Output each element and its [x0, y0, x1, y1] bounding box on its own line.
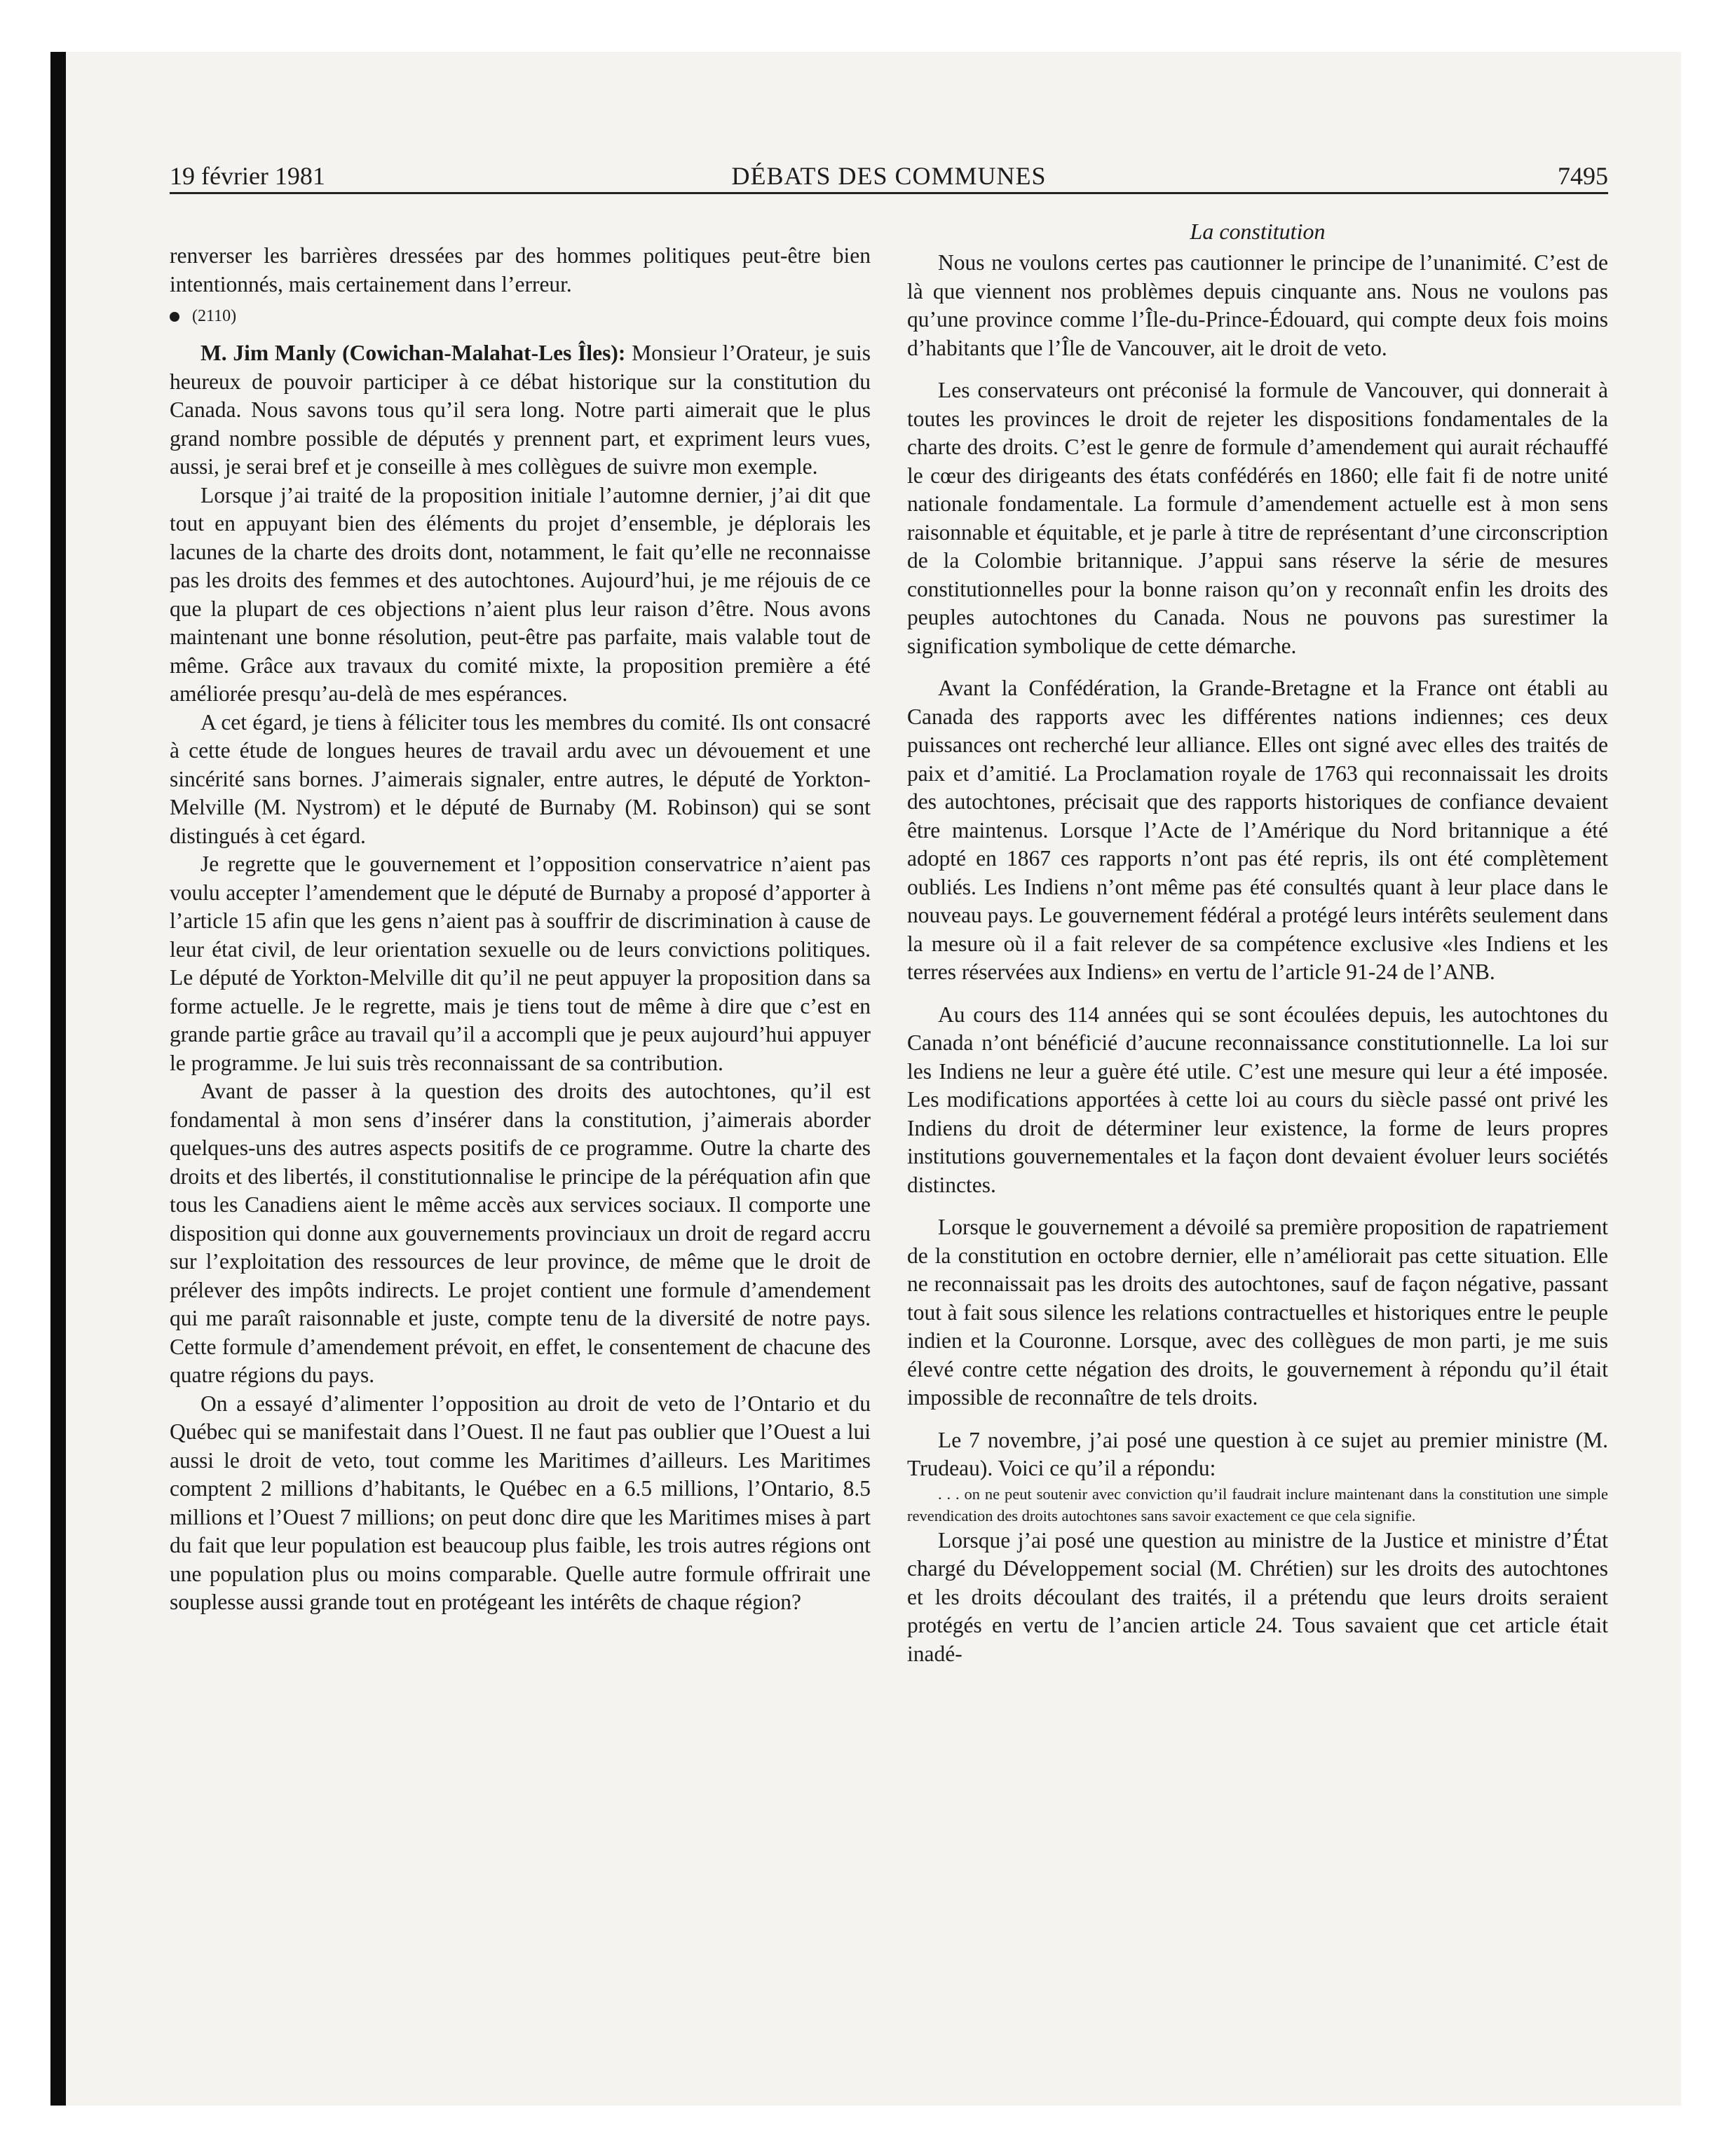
- paragraph: Avant la Confédération, la Grande-Bretagne et la France ont établi au Canada des rapports avec les différentes nations indiennes; ces deux puissances ont recherché leur alliance. Elles ont signé avec elles des traités de paix et d’amitié. La Proclamation royale de 1763 qui reconnaissait les droits des autochtones, précisait que des rapports historiques de confiance devaient être maintenus. Lorsque l’Acte de l’Amérique du Nord britannique a été adopté en 1867 ces rapports n’ont pas été repris, ils ont été complètement oubliés. Les Indiens n’ont même pas été consultés quant à leur place dans le nouveau pays. Le gouvernement fédéral a protégé leurs intérêts seulement dans la mesure où il a fait relever de sa compétence exclusive «les Indiens et les terres réservées aux Indiens» en vertu de l’article 91-24 de l’ANB.: [907, 676, 1608, 984]
- block-quote: . . . on ne peut soutenir avec conviction qu’il faudrait inclure maintenant dans la constitution une simple revendication des droits autochtones sans savoir exactement ce que cela signifie.: [907, 1485, 1608, 1524]
- time-marker: [170, 306, 871, 327]
- paragraph: Lorsque le gouvernement a dévoilé sa première proposition de rapatriement de la constitution en octobre dernier, elle n’améliorait pas cette situation. Elle ne reconnaissait pas les droits des autochtones, sauf de façon négative, passant tout à fait sous silence les relations contractuelles et historiques entre le peuple indien et la Couronne. Lorsque, avec des collègues de mon parti, je me suis élevé contre cette négation des droits, le gouvernement à répondu qu’il était impossible de reconnaître de tels droits.: [907, 1215, 1608, 1410]
- paragraph: Je regrette que le gouvernement et l’opposition conservatrice n’aient pas voulu accepter l’amendement que le député de Burnaby a proposé d’apporter à l’article 15 afin que les gens n’aient pas à souffrir de discrimination à cause de leur état civil, de leur orientation sexuelle ou de leurs convictions politiques. Le député de Yorkton-Melville dit qu’il ne peut appuyer la proposition dans sa forme actuelle. Je le regrette, mais je tiens tout de même à dire que c’est en grande partie grâce au travail qu’il a accompli que je peux aujourd’hui appuyer le programme. Je lui suis très reconnaissant de sa contribution.: [170, 852, 871, 1075]
- paragraph: Lorsque j’ai posé une question au ministre de la Justice et ministre d’État chargé du Développement social (M. Chrétien) sur les droits des autochtones et les droits découlant des traités, il a prétendu que leurs droits seraient protégés en vertu de l’ancien article 24. Tous savaient que cet article était inadé-: [907, 1527, 1608, 1666]
- paragraph: Le 7 novembre, j’ai posé une question à ce sujet au premier ministre (M. Trudeau). Voici ce qu’il a répondu:: [907, 1427, 1608, 1480]
- page-number: 7495: [1558, 162, 1608, 190]
- paragraph: Les conservateurs ont préconisé la formule de Vancouver, qui donnerait à toutes les provinces le droit de rejeter les dispositions fondamentales de la charte des droits. C’est le genre de formule d’amendement qui aurait réchauffé le cœur des dirigeants des états confédérés en 1860; elle fait fi de notre unité nationale fondamentale. La formule d’amendement actuelle est à mon sens raisonnable et équitable, et je parle à titre de représentant d’une circonscription de la Colombie britannique. J’appui sans réserve la série de mesures constitutionnelles pour la bonne raison qu’on y reconnaît enfin les droits des peuples autochtones du Canada. Nous ne pouvons pas surestimer la signification symbolique de cette démarche.: [907, 378, 1608, 658]
- paragraph: Avant de passer à la question des droits des autochtones, qu’il est fondamental à mon sens d’insérer dans la constitution, j’aimerais aborder quelques-uns des autres aspects positifs de ce programme. Outre la charte des droits et des libertés, il constitutionnalise le principe de la péréquation afin que tous les Canadiens aient le même accès aux services sociaux. Il comporte une disposition qui donne aux gouvernements provinciaux un droit de regard accru sur l’exploitation des ressources de leur province, de même que le droit de prélever des impôts indirects. Le projet contient une formule d’amendement qui me paraît raisonnable et juste, compte tenu de la diversité de notre pays. Cette formule d’amendement prévoit, en effet, le consentement de chacune des quatre régions du pays.: [170, 1079, 871, 1387]
- speaker-text: Monsieur l’Orateur, je suis heureux de pouvoir participer à ce débat historique sur la constitution du Canada. Nous savons tous qu’il sera long. Notre parti aimerait que le plus grand nombre possible de députés y prennent part, et expriment leurs vues, aussi, je serai bref et je conseille à mes collègues de suivre mon exemple.: [170, 341, 871, 479]
- left-column: [170, 242, 871, 1617]
- paragraph: Lorsque j’ai traité de la proposition initiale l’automne dernier, j’ai dit que tout en appuyant bien des éléments du projet d’ensemble, je déplorais les lacunes de la charte des droits dont, notamment, le fait qu’elle ne reconnaisse pas les droits des femmes et des autochtones. Aujourd’hui, je me réjouis de ce que la plupart de ces objections n’aient plus leur raison d’être. Nous avons maintenant une bonne résolution, peut-être pas parfaite, mais valable tout de même. Grâce aux travaux du comité mixte, la proposition première a été améliorée presqu’au-delà de mes espérances.: [170, 482, 871, 706]
- header-rule: [170, 192, 1608, 194]
- time-marker-label: (2110): [192, 307, 237, 325]
- bullet-icon: [170, 312, 179, 322]
- right-column: [907, 217, 1608, 1668]
- paragraph: renverser les barrières dressées par des hommes politiques peut-être bien intentionnés, mais certainement dans l’erreur.: [170, 243, 871, 296]
- speaker-paragraph: [170, 339, 871, 482]
- paragraph: Nous ne voulons certes pas cautionner le principe de l’unanimité. C’est de là que viennent nos problèmes depuis cinquante ans. Nous ne voulons pas qu’une province comme l’Île-du-Prince-Édouard, qui compte deux fois moins d’habitants que l’Île de Vancouver, ait le droit de veto.: [907, 250, 1608, 360]
- paragraph: A cet égard, je tiens à féliciter tous les membres du comité. Ils ont consacré à cette étude de longues heures de travail ardu avec un dévouement et une sincérité sans bornes. J’aimerais signaler, entre autres, le député de Yorkton-Melville (M. Nystrom) et le député de Burnaby (M. Robinson) qui se sont distingués à cet égard.: [170, 709, 871, 848]
- paragraph: On a essayé d’alimenter l’opposition au droit de veto de l’Ontario et du Québec qui se manifestait dans l’Ouest. Il ne faut pas oublier que l’Ouest a lui aussi le droit de veto, tout comme les Maritimes d’ailleurs. Les Maritimes comptent 2 millions d’habitants, le Québec en a 6.5 millions, l’Ontario, 8.5 millions et l’Ouest 7 millions; on peut donc dire que les Maritimes mises à part du fait que leur population est beaucoup plus faible, les trois autres régions ont une population plus ou moins comparable. Quelle autre formule offrirait une souplesse aussi grande tout en protégeant les intérêts de chaque région?: [170, 1391, 871, 1614]
- speaker-name: M. Jim Manly (Cowichan-Malahat-Les Îles):: [200, 341, 626, 365]
- section-title: La constitution: [1190, 219, 1326, 244]
- header-title: DÉBATS DES COMMUNES: [731, 162, 1047, 190]
- header-date: 19 février 1981: [170, 162, 325, 190]
- paragraph: Au cours des 114 années qui se sont écoulées depuis, les autochtones du Canada n’ont bénéficié d’aucune reconnaissance constitutionnelle. La loi sur les Indiens ne leur a guère été utile. C’est une mesure qui leur a été imposée. Les modifications apportées à cette loi au cours du siècle passé ont privé les Indiens du droit de déterminer leur existence, la forme de leurs propres institutions gouvernementales et la façon dont devaient évoluer leurs sociétés distinctes.: [907, 1002, 1608, 1197]
- binding-edge: [50, 52, 66, 2106]
